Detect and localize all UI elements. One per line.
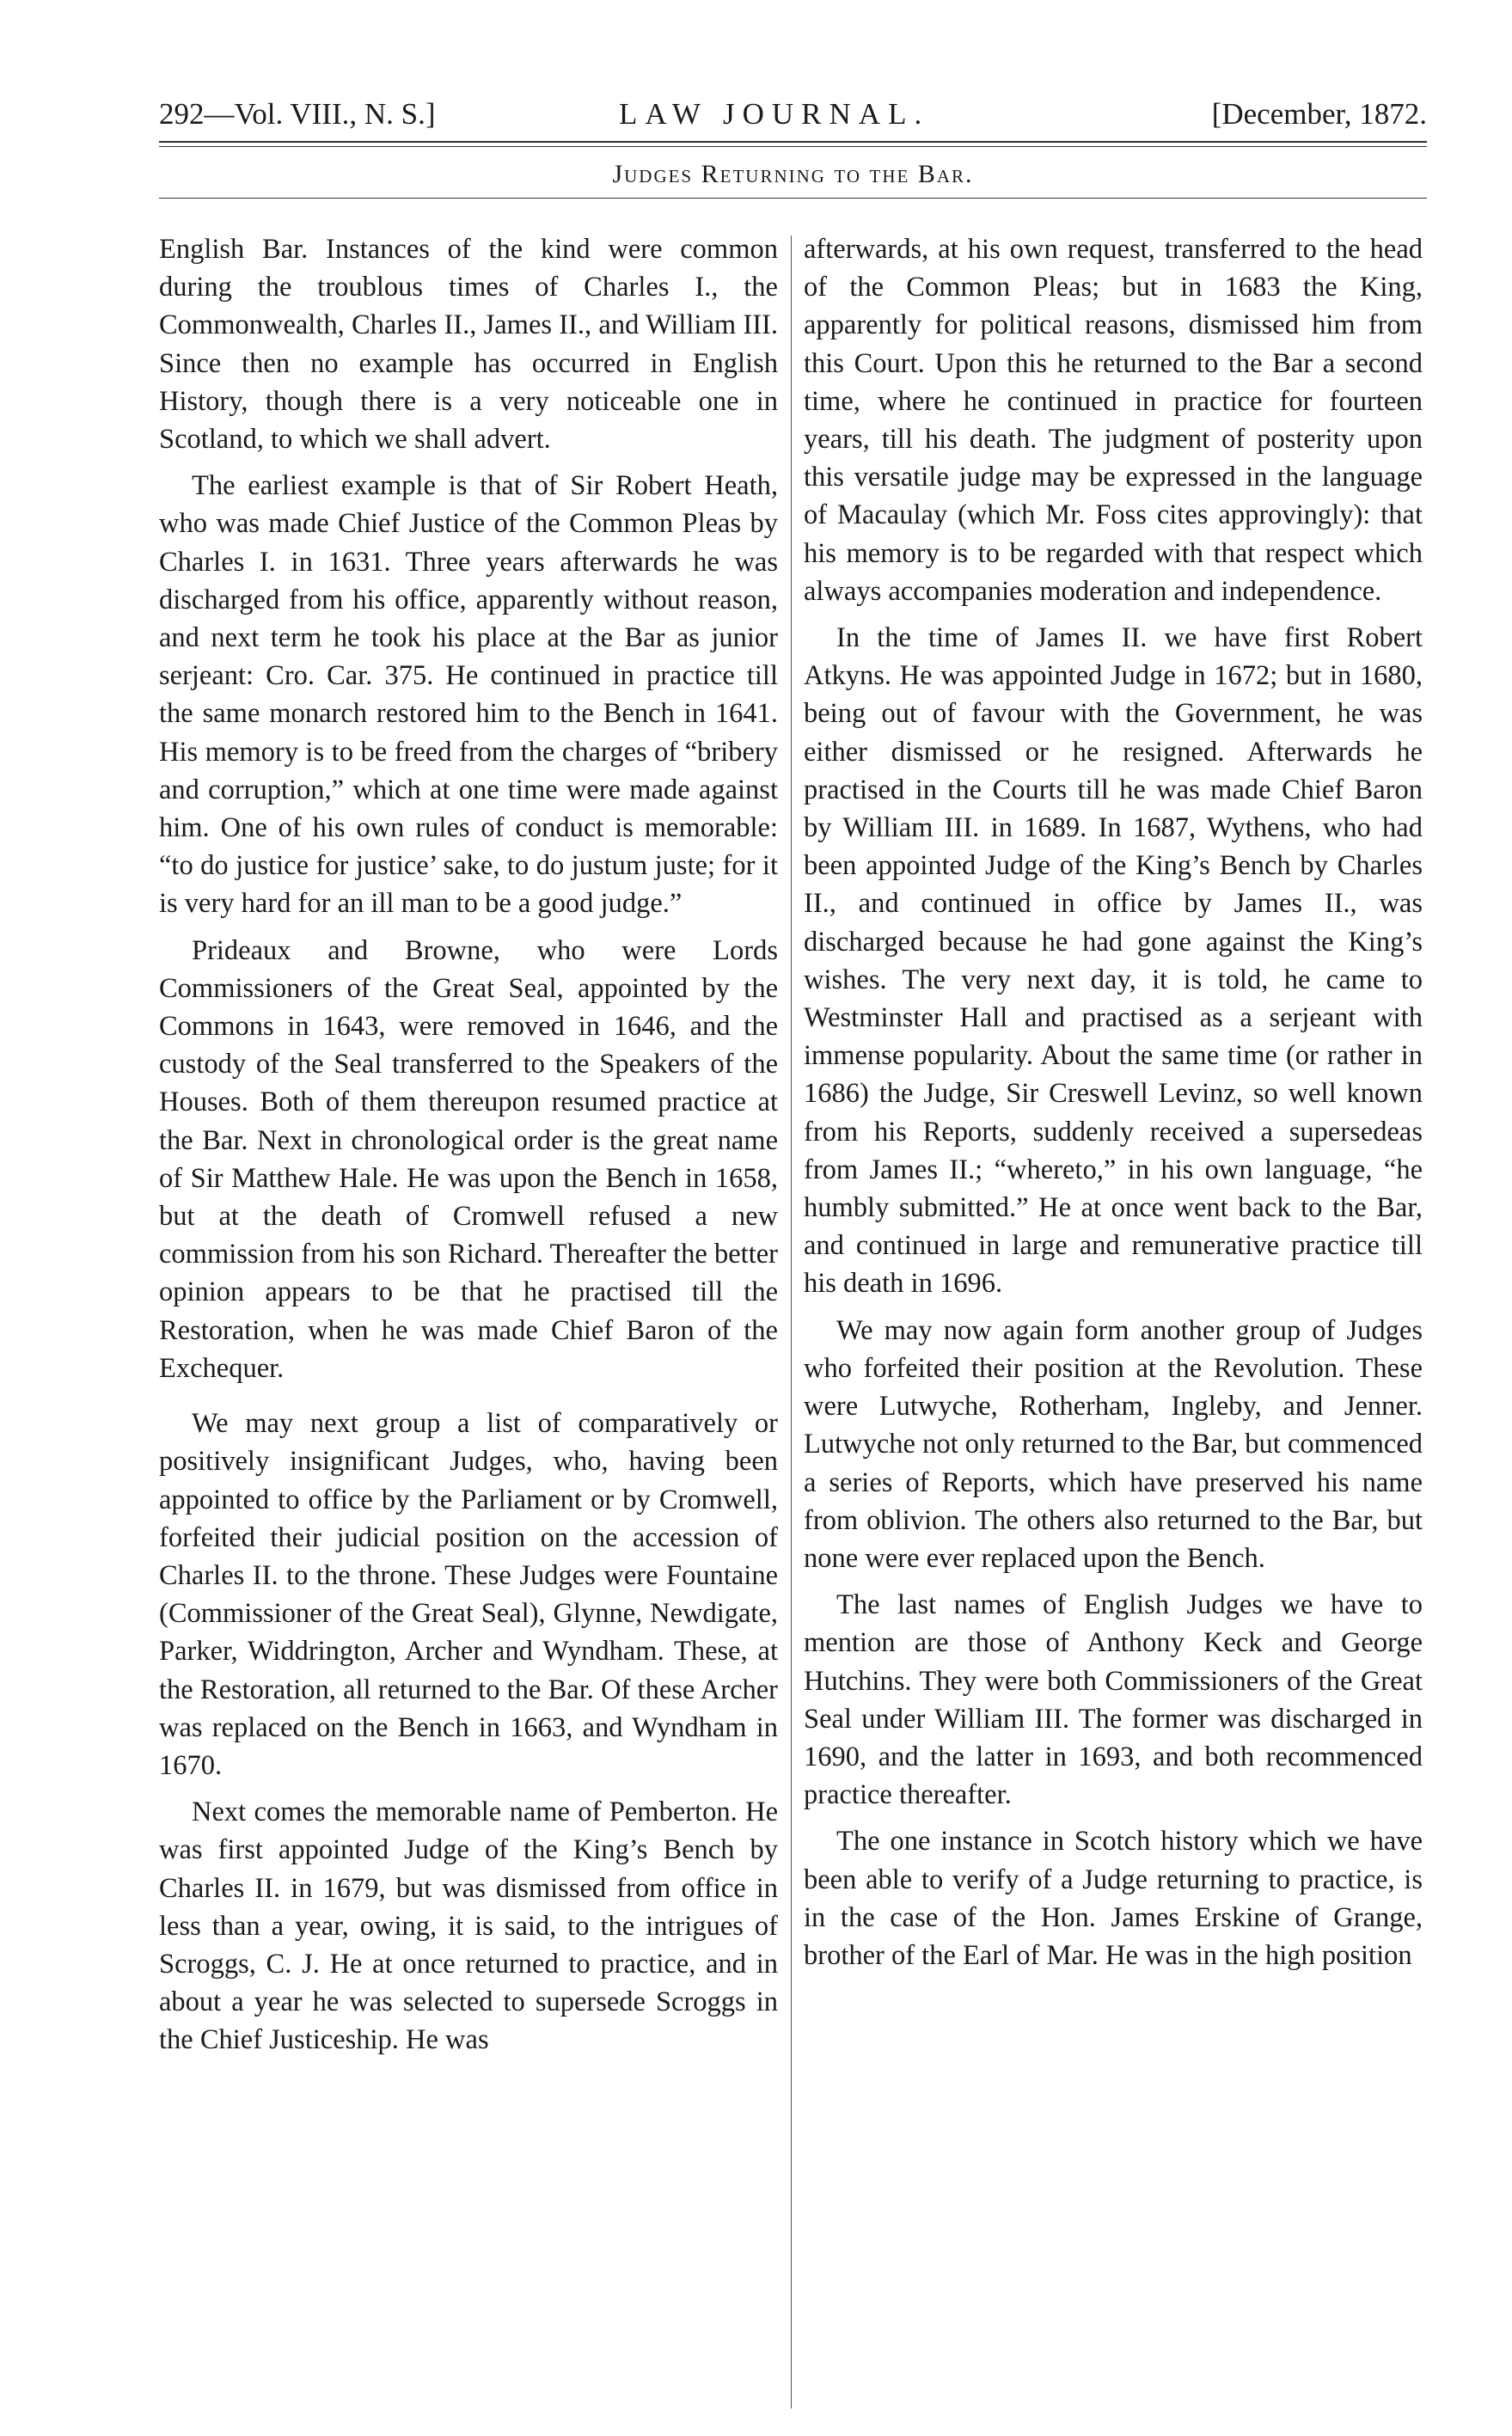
paragraph: English Bar. Instances of the kind were common during the troublous times of Charles I., the Commonwealth, Charles II., James II., and William III. Since then no example has occurred in English History, though there is a very noticeable one in Scotland, to which we shall advert. bbox=[159, 234, 778, 456]
header-rule-thin bbox=[159, 146, 1427, 147]
paragraph: We may now again form another group of Judges who forfeited their position at the Revolution. These were Lutwyche, Rotherham, Ingleby, and Jenner. Lutwyche not only returned to the Bar, but commenced a series of Reports, which have preserved his name from oblivion. The others also returned to the Bar, but none were ever replaced upon the Bench. bbox=[804, 1314, 1423, 1574]
page-volume-label: 292—Vol. VIII., N. S.] bbox=[159, 97, 436, 131]
journal-title: LAW JOURNAL. bbox=[619, 97, 930, 131]
section-title: Judges Returning to the Bar. bbox=[612, 160, 974, 188]
running-header bbox=[159, 93, 1427, 136]
paragraph: The earliest example is that of Sir Robert Heath, who was made Chief Justice of the Common Pleas by Charles I. in 1631. Three years afterwards he was discharged from his office, apparently without reason, and next term he took his place at the Bar as junior serjeant: Cro. Car. 375. He continued in practice till the same monarch restored him to the Bench in 1641. His memory is to be freed from the charges of “bribery and corruption,” which at one time were made against him. One of his own rules of conduct is memorable: “to do justice for justice’ sake, to do justum juste; for it is very hard for an ill man to be a good judge.” bbox=[159, 470, 778, 920]
paragraph: Next comes the memorable name of Pemberton. He was first appointed Judge of the King’s Bench by Charles II. in 1679, but was dismissed from office in less than a year, owing, it is said, to the intrigues of Scroggs, C. J. He at once returned to practice, and in about a year he was selected to supersede Scroggs in the Chief Justiceship. He was bbox=[159, 1796, 778, 2056]
section-rule bbox=[159, 198, 1427, 199]
paragraph: Prideaux and Browne, who were Lords Commissioners of the Great Seal, appointed by the Commons in 1643, were removed in 1646, and the custody of the Seal transferred to the Speakers of the Houses. Both of them thereupon resumed practice at the Bar. Next in chronological order is the great name of Sir Matthew Hale. He was upon the Bench in 1658, but at the death of Cromwell refused a new commission from his son Richard. Thereafter the better opinion appears to be that he practised till the Restoration, when he was made Chief Baron of the Exchequer. bbox=[159, 934, 778, 1384]
right-column bbox=[804, 230, 1423, 1983]
paragraph: In the time of James II. we have first Robert Atkyns. He was appointed Judge in 1672; but in 1680, being out of favour with the Government, he was either dismissed or he resigned. Afterwards he practised in the Courts till he was made Chief Baron by William III. in 1689. In 1687, Wythens, who had been appointed Judge of the King’s Bench by Charles II., and continued in office by James II., was discharged because he had gone against the King’s wishes. The very next day, it is told, he came to Westminster Hall and practised as a serjeant with immense popularity. About the same time (or rather in 1686) the Judge, Sir Creswell Levinz, so well known from his Reports, suddenly received a supersedeas from James II.; “whereto,” in his own language, “he humbly submitted.” He at once went back to the Bar, and continued in large and remunerative practice till his death in 1696. bbox=[804, 622, 1423, 1300]
journal-page bbox=[159, 93, 1427, 2414]
issue-date: [December, 1872. bbox=[1211, 97, 1427, 131]
paragraph: afterwards, at his own request, transferred to the head of the Common Pleas; but in 1683 the King, apparently for political reasons, dismissed him from this Court. Upon this he returned to the Bar a second time, where he continued in practice for fourteen years, till his death. The judgment of posterity upon this versatile judge may be expressed in the language of Macaulay (which Mr. Foss cites approvingly): that his memory is to be regarded with that respect which always accompanies moderation and independence. bbox=[804, 234, 1423, 607]
header-rule-thick bbox=[159, 141, 1427, 143]
column-divider bbox=[791, 236, 792, 2408]
left-column bbox=[159, 230, 778, 2068]
paragraph: We may next group a list of comparatively or positively insignificant Judges, who, having been appointed to office by the Parliament or by Cromwell, forfeited their judicial position on the accession of Charles II. to the throne. These Judges were Fountaine (Commissioner of the Great Seal), Glynne, Newdigate, Parker, Widdrington, Archer and Wyndham. These, at the Restoration, all returned to the Bar. Of these Archer was replaced on the Bench in 1663, and Wyndham in 1670. bbox=[159, 1408, 778, 1781]
paragraph: The last names of English Judges we have to mention are those of Anthony Keck and George Hutchins. They were both Commissioners of the Great Seal under William III. The former was discharged in 1690, and the latter in 1693, and both recommenced practice thereafter. bbox=[804, 1589, 1423, 1811]
paragraph: The one instance in Scotch history which we have been able to verify of a Judge returning to practice, is in the case of the Hon. James Erskine of Grange, brother of the Earl of Mar. He was in the high position bbox=[804, 1826, 1423, 1971]
